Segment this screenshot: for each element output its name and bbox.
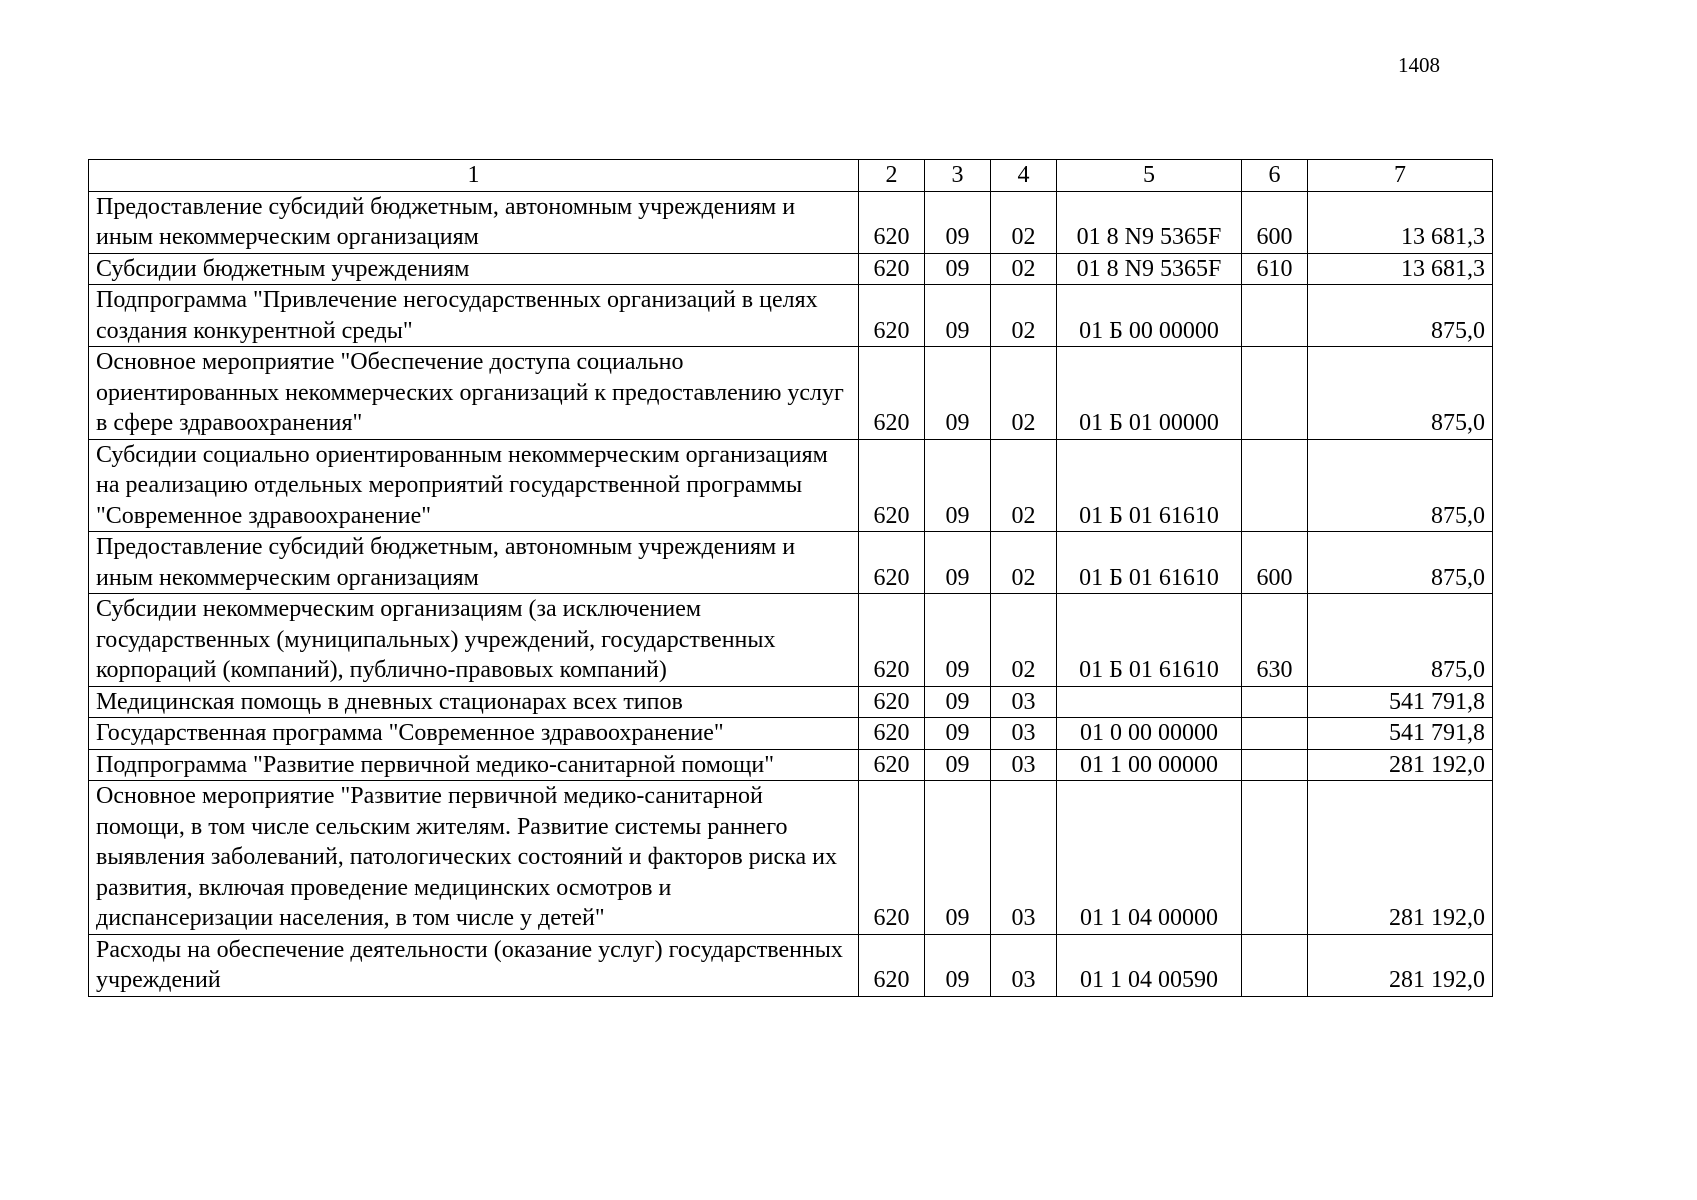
cell-target-article bbox=[1057, 686, 1242, 718]
cell-expense-type bbox=[1242, 347, 1308, 440]
cell-amount: 281 192,0 bbox=[1308, 749, 1493, 781]
cell-expense-type: 600 bbox=[1242, 532, 1308, 594]
header-cell-amount: 7 bbox=[1308, 160, 1493, 192]
table-row bbox=[89, 439, 1493, 532]
cell-section-code: 09 bbox=[925, 594, 991, 687]
cell-section-code: 09 bbox=[925, 686, 991, 718]
cell-target-article: 01 1 04 00590 bbox=[1057, 934, 1242, 996]
cell-section-code: 09 bbox=[925, 532, 991, 594]
cell-target-article: 01 Б 01 00000 bbox=[1057, 347, 1242, 440]
table-row bbox=[89, 594, 1493, 687]
cell-name: Субсидии социально ориентированным некоммерческим организациям на реализацию отдельных мероприятий государственной программы "Современное здравоохранение" bbox=[89, 439, 859, 532]
cell-name: Медицинская помощь в дневных стационарах всех типов bbox=[89, 686, 859, 718]
cell-subsection-code: 02 bbox=[991, 253, 1057, 285]
cell-name: Предоставление субсидий бюджетным, автономным учреждениям и иным некоммерческим организациям bbox=[89, 191, 859, 253]
cell-amount: 875,0 bbox=[1308, 347, 1493, 440]
cell-subsection-code: 03 bbox=[991, 934, 1057, 996]
cell-subsection-code: 03 bbox=[991, 749, 1057, 781]
cell-amount: 13 681,3 bbox=[1308, 253, 1493, 285]
cell-ministry-code: 620 bbox=[859, 532, 925, 594]
cell-target-article: 01 8 N9 5365F bbox=[1057, 191, 1242, 253]
page-number: 1408 bbox=[1398, 53, 1440, 77]
cell-name: Предоставление субсидий бюджетным, автономным учреждениям и иным некоммерческим организациям bbox=[89, 532, 859, 594]
cell-section-code: 09 bbox=[925, 781, 991, 935]
table-row bbox=[89, 934, 1493, 996]
cell-name: Основное мероприятие "Обеспечение доступа социально ориентированных некоммерческих организаций к предоставлению услуг в сфере здравоохранения" bbox=[89, 347, 859, 440]
cell-subsection-code: 02 bbox=[991, 439, 1057, 532]
cell-expense-type bbox=[1242, 781, 1308, 935]
table-row bbox=[89, 781, 1493, 935]
cell-amount: 875,0 bbox=[1308, 439, 1493, 532]
header-cell-ministry: 2 bbox=[859, 160, 925, 192]
table-body bbox=[89, 191, 1493, 996]
cell-amount: 541 791,8 bbox=[1308, 686, 1493, 718]
cell-expense-type bbox=[1242, 686, 1308, 718]
table-row bbox=[89, 253, 1493, 285]
budget-table bbox=[88, 159, 1493, 997]
cell-section-code: 09 bbox=[925, 191, 991, 253]
cell-name: Подпрограмма "Привлечение негосударственных организаций в целях создания конкурентной среды" bbox=[89, 285, 859, 347]
cell-amount: 281 192,0 bbox=[1308, 781, 1493, 935]
cell-expense-type bbox=[1242, 439, 1308, 532]
cell-amount: 281 192,0 bbox=[1308, 934, 1493, 996]
table-row bbox=[89, 285, 1493, 347]
cell-ministry-code: 620 bbox=[859, 718, 925, 750]
cell-ministry-code: 620 bbox=[859, 686, 925, 718]
cell-ministry-code: 620 bbox=[859, 781, 925, 935]
cell-name: Субсидии бюджетным учреждениям bbox=[89, 253, 859, 285]
cell-expense-type: 610 bbox=[1242, 253, 1308, 285]
cell-expense-type: 600 bbox=[1242, 191, 1308, 253]
header-row bbox=[89, 160, 1493, 192]
cell-ministry-code: 620 bbox=[859, 285, 925, 347]
cell-section-code: 09 bbox=[925, 347, 991, 440]
cell-target-article: 01 Б 01 61610 bbox=[1057, 594, 1242, 687]
cell-ministry-code: 620 bbox=[859, 191, 925, 253]
cell-section-code: 09 bbox=[925, 285, 991, 347]
cell-name: Государственная программа "Современное здравоохранение" bbox=[89, 718, 859, 750]
cell-section-code: 09 bbox=[925, 934, 991, 996]
cell-name: Расходы на обеспечение деятельности (оказание услуг) государственных учреждений bbox=[89, 934, 859, 996]
cell-subsection-code: 03 bbox=[991, 686, 1057, 718]
cell-name: Основное мероприятие "Развитие первичной медико-санитарной помощи, в том числе сельским жителям. Развитие системы раннего выявления заболеваний, патологических состояний и факторов риска их развития, включая проведение медицинских осмотров и диспансеризации населения, в том числе у детей" bbox=[89, 781, 859, 935]
cell-expense-type bbox=[1242, 718, 1308, 750]
cell-section-code: 09 bbox=[925, 749, 991, 781]
table-header bbox=[89, 160, 1493, 192]
header-cell-name: 1 bbox=[89, 160, 859, 192]
table-row bbox=[89, 749, 1493, 781]
cell-section-code: 09 bbox=[925, 718, 991, 750]
cell-ministry-code: 620 bbox=[859, 749, 925, 781]
header-cell-target: 5 bbox=[1057, 160, 1242, 192]
cell-amount: 541 791,8 bbox=[1308, 718, 1493, 750]
table-row bbox=[89, 191, 1493, 253]
cell-amount: 13 681,3 bbox=[1308, 191, 1493, 253]
cell-target-article: 01 1 04 00000 bbox=[1057, 781, 1242, 935]
cell-subsection-code: 02 bbox=[991, 594, 1057, 687]
cell-target-article: 01 Б 00 00000 bbox=[1057, 285, 1242, 347]
cell-section-code: 09 bbox=[925, 439, 991, 532]
cell-expense-type bbox=[1242, 285, 1308, 347]
cell-target-article: 01 0 00 00000 bbox=[1057, 718, 1242, 750]
cell-subsection-code: 03 bbox=[991, 781, 1057, 935]
cell-expense-type: 630 bbox=[1242, 594, 1308, 687]
table-row bbox=[89, 347, 1493, 440]
cell-subsection-code: 02 bbox=[991, 532, 1057, 594]
cell-target-article: 01 8 N9 5365F bbox=[1057, 253, 1242, 285]
cell-target-article: 01 Б 01 61610 bbox=[1057, 532, 1242, 594]
cell-target-article: 01 Б 01 61610 bbox=[1057, 439, 1242, 532]
cell-name: Подпрограмма "Развитие первичной медико-санитарной помощи" bbox=[89, 749, 859, 781]
header-cell-expense-type: 6 bbox=[1242, 160, 1308, 192]
cell-subsection-code: 02 bbox=[991, 347, 1057, 440]
cell-amount: 875,0 bbox=[1308, 532, 1493, 594]
table-row bbox=[89, 532, 1493, 594]
table-row bbox=[89, 718, 1493, 750]
cell-ministry-code: 620 bbox=[859, 594, 925, 687]
cell-ministry-code: 620 bbox=[859, 347, 925, 440]
cell-name: Субсидии некоммерческим организациям (за исключением государственных (муниципальных) учреждений, государственных корпораций (компаний), публично-правовых компаний) bbox=[89, 594, 859, 687]
cell-subsection-code: 02 bbox=[991, 285, 1057, 347]
cell-section-code: 09 bbox=[925, 253, 991, 285]
cell-subsection-code: 03 bbox=[991, 718, 1057, 750]
cell-subsection-code: 02 bbox=[991, 191, 1057, 253]
cell-ministry-code: 620 bbox=[859, 439, 925, 532]
cell-amount: 875,0 bbox=[1308, 285, 1493, 347]
cell-ministry-code: 620 bbox=[859, 934, 925, 996]
table-row bbox=[89, 686, 1493, 718]
cell-expense-type bbox=[1242, 934, 1308, 996]
header-cell-section: 3 bbox=[925, 160, 991, 192]
cell-expense-type bbox=[1242, 749, 1308, 781]
cell-ministry-code: 620 bbox=[859, 253, 925, 285]
cell-target-article: 01 1 00 00000 bbox=[1057, 749, 1242, 781]
header-cell-subsection: 4 bbox=[991, 160, 1057, 192]
cell-amount: 875,0 bbox=[1308, 594, 1493, 687]
